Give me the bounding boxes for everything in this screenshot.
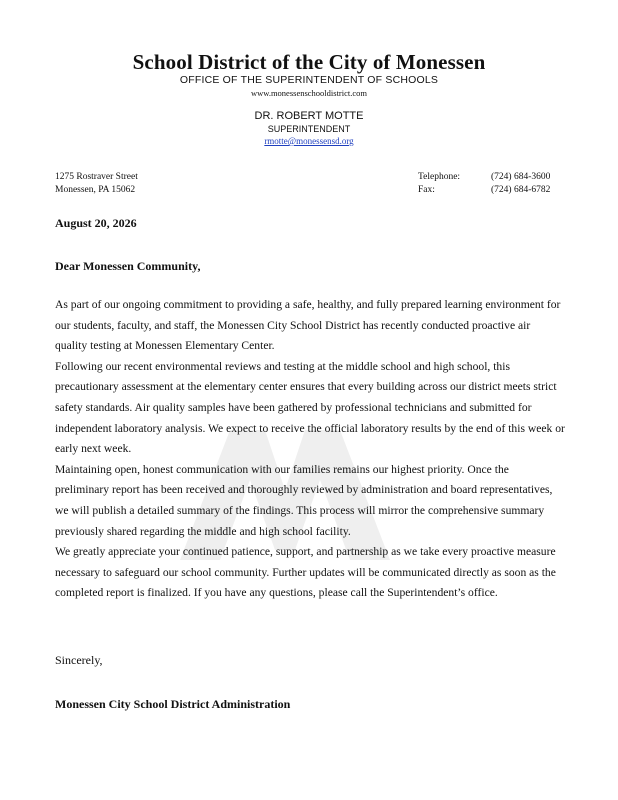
telephone-number: (724) 684-3600 bbox=[491, 172, 551, 182]
superintendent-name: DR. ROBERT MOTTE bbox=[254, 110, 364, 122]
paragraph: Following our recent environmental reviews and testing at the middle school and high school, this precautionary assessment at the elementary center ensures that every building across our district meets strict safety standards. Air quality samples have been gathered by professional technicians and submitted for independent laboratory analysis. We expect to receive the official laboratory results by the end of this week or early next week. bbox=[55, 359, 565, 456]
office-title: OFFICE OF THE SUPERINTENDENT OF SCHOOLS bbox=[179, 74, 439, 86]
superintendent-title: SUPERINTENDENT bbox=[267, 124, 351, 134]
paragraph: As part of our ongoing commitment to providing a safe, healthy, and fully prepared learning environment for our students, faculty, and staff, the Monessen City School District has recently conducted proactive air quality testing at Monessen Elementary Center. bbox=[55, 298, 561, 353]
paragraph: We greatly appreciate your continued patience, support, and partnership as we take every proactive measure necessary to safeguard our school community. Further updates will be communicated directly as soon as the completed report is finalized. If you have any questions, please call the Superintendent’s office. bbox=[55, 545, 556, 600]
letter-date: August 20, 2026 bbox=[55, 216, 137, 230]
letter-body bbox=[55, 295, 565, 604]
telephone-label: Telephone: bbox=[418, 172, 461, 182]
paragraph: Maintaining open, honest communication with our families remains our highest priority. Once the preliminary report has been received and thoroughly reviewed by administration and board representatives, we will publish a detailed summary of the findings. This process will mirror the comprehensive summary previously shared regarding the middle and high school facility. bbox=[55, 462, 553, 538]
fax-label: Fax: bbox=[418, 185, 435, 195]
superintendent-email-link[interactable]: rmotte@monessensd.org bbox=[264, 136, 354, 146]
signature: Monessen City School District Administration bbox=[55, 697, 291, 711]
fax-number: (724) 684-6782 bbox=[491, 185, 551, 195]
website-link[interactable]: www.monessenschooldistrict.com bbox=[250, 88, 368, 98]
address-city: Monessen, PA 15062 bbox=[55, 185, 136, 195]
district-name: School District of the City of Monessen bbox=[132, 50, 486, 74]
salutation: Dear Monessen Community, bbox=[55, 259, 201, 273]
address-street: 1275 Rostraver Street bbox=[55, 172, 138, 182]
closing: Sincerely, bbox=[55, 653, 103, 667]
